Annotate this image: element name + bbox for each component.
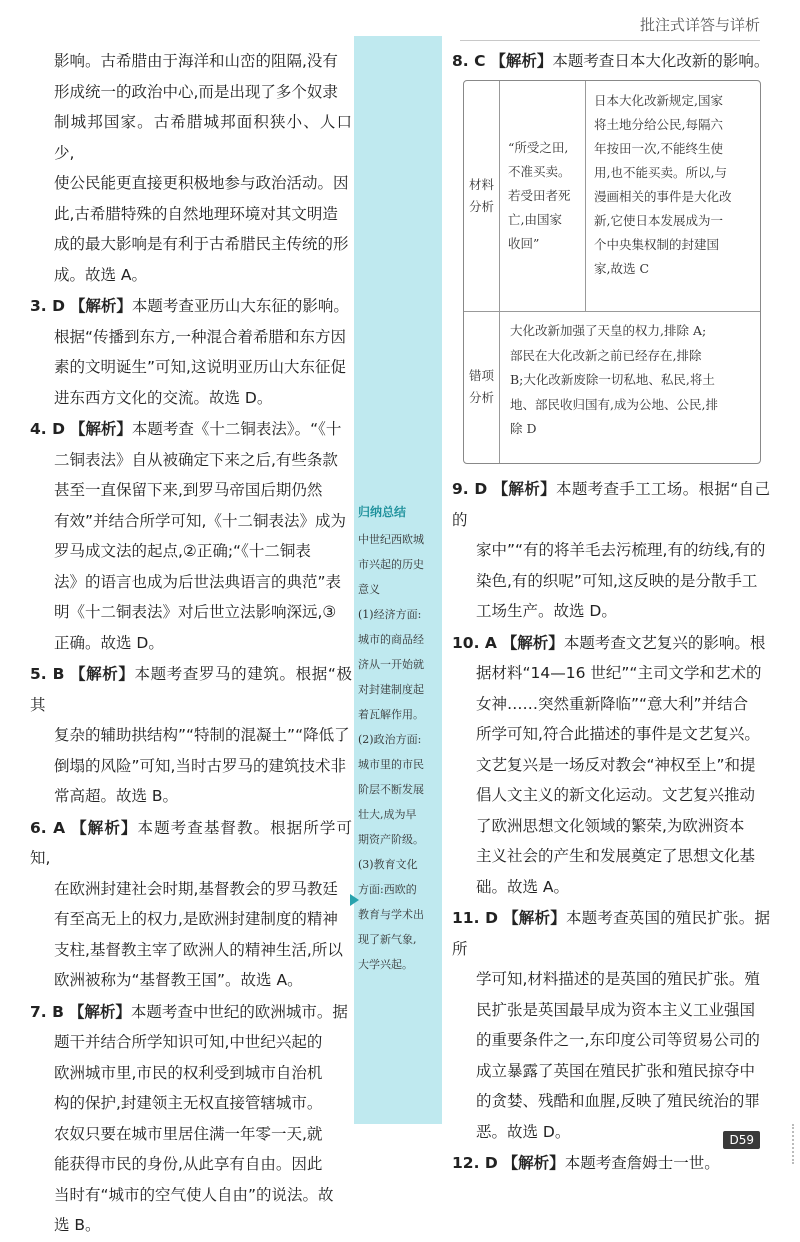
analysis-line: 家,故选 C: [594, 261, 650, 276]
text-line: 素的文明诞生”可知,这说明亚历山大东征促: [54, 358, 346, 376]
answer-2-continued: [30, 46, 352, 290]
analysis-line: 日本大化改新规定,国家: [594, 93, 723, 108]
analysis-tag: 【解析】: [502, 1154, 565, 1172]
text-line: 学可知,材料描述的是英国的殖民扩张。殖: [476, 970, 760, 988]
text-line: 影响。古希腊由于海洋和山峦的阻隔,没有: [54, 52, 338, 70]
text-line: 欧洲城市里,市民的权利受到城市自治机: [54, 1063, 323, 1082]
summary-line: (1)经济方面:: [358, 608, 422, 621]
summary-line: 大学兴起。: [358, 958, 413, 971]
text-line: 本题考查詹姆士一世。: [564, 1154, 720, 1172]
text-line: 有至高无上的权力,是欧洲封建制度的精神: [54, 910, 338, 928]
text-line: 题干并结合所学知识可知,中世纪兴起的: [54, 1033, 323, 1051]
text-line: 本题考查日本大化改新的影响。: [552, 52, 770, 70]
pointer-arrow-icon: [350, 894, 359, 906]
page-number: D59: [723, 1131, 760, 1149]
text-line: 支柱,基督教主宰了欧洲人的精神生活,所以: [54, 940, 343, 959]
analysis-line: 漫画相关的事件是大化改: [594, 189, 732, 204]
text-line: 恶。故选 D。: [476, 1122, 571, 1141]
analysis-table: [463, 80, 761, 464]
text-line: 二铜表法》自从被确定下来之后,有些条款: [54, 450, 338, 469]
table-row-material: [464, 81, 760, 312]
analysis-tag: 【解析】: [71, 818, 138, 837]
right-column: [452, 46, 770, 78]
quote-line: 收回”: [508, 236, 540, 251]
text-line: 在欧洲封建社会时期,基督教会的罗马教廷: [54, 879, 338, 898]
answer-4: [30, 414, 352, 658]
question-number: 8. C: [452, 52, 486, 70]
analysis-tag: 【解析】: [503, 909, 566, 927]
answer-10: [452, 628, 770, 903]
text-line: 欧洲被称为“基督教王国”。故选 A。: [54, 971, 303, 989]
answer-3: [30, 291, 352, 413]
question-number: 4. D: [30, 420, 65, 438]
summary-line: 阶层不断发展: [358, 783, 424, 796]
text-line: 成的最大影响是有利于古希腊民主传统的形: [54, 235, 349, 253]
right-column-lower: [452, 474, 770, 1180]
summary-note: [358, 500, 436, 977]
text-line: 正确。故选 D。: [54, 633, 164, 652]
summary-line: 方面:西欧的: [358, 883, 417, 896]
text-line: 主义社会的产生和发展奠定了思想文化基: [476, 847, 756, 865]
answer-12: [452, 1148, 770, 1179]
errors-line: 地、部民收归国有,成为公地、公民,排: [510, 396, 718, 412]
summary-line: 教育与学术出: [358, 908, 424, 921]
text-line: 罗马成文法的起点,②正确;“《十二铜表: [54, 542, 311, 560]
text-line: 倒塌的风险”可知,当时古罗马的建筑技术非: [54, 756, 346, 775]
question-number: 12. D: [452, 1154, 498, 1172]
text-line: 本题考查罗马的建筑。根据“极其: [30, 665, 352, 714]
text-line: 础。故选 A。: [476, 877, 570, 896]
text-line: 甚至一直保留下来,到罗马帝国后期仍然: [54, 481, 323, 499]
analysis-line: 年按田一次,不能终生使: [594, 141, 723, 156]
summary-line: (2)政治方面:: [358, 733, 422, 746]
errors-line: 除 D: [510, 421, 537, 436]
text-line: 倡人文主义的新文化运动。文艺复兴推动: [476, 786, 756, 804]
text-line: 本题考查文艺复兴的影响。根: [563, 633, 766, 652]
errors-cell: [500, 311, 760, 463]
text-line: 农奴只要在城市里居住满一年零一天,就: [54, 1124, 323, 1143]
text-line: 本题考查基督教。根据所学可知,: [30, 818, 352, 867]
text-line: 构的保护,封建领主无权直接管辖城市。: [54, 1094, 323, 1112]
analysis-tag: 【解析】: [492, 480, 556, 498]
answer-9: [452, 474, 770, 627]
text-line: 工场生产。故选 D。: [476, 602, 617, 620]
text-line: 女神……突然重新降临”“意大利”并结合: [476, 694, 749, 713]
answer-6: [30, 813, 352, 996]
summary-line: 壮大,成为早: [358, 808, 417, 821]
text-line: 根据“传播到东方,一种混合着希腊和东方因: [54, 327, 346, 346]
text-line: 法》的语言也成为后世法典语言的典范”表: [54, 572, 342, 591]
summary-line: 济从一开始就: [358, 658, 424, 671]
question-number: 3. D: [30, 297, 65, 315]
text-line: 家中”“有的将羊毛去污梳理,有的纺线,有的: [476, 541, 766, 559]
analysis-line: 新,它使日本发展成为一: [594, 213, 723, 228]
quote-line: 不准买卖。: [508, 164, 571, 179]
text-line: 成。故选 A。: [54, 265, 148, 284]
analysis-tag: 【解析】: [501, 633, 564, 652]
text-line: 染色,有的织呢”可知,这反映的是分散手工: [476, 571, 758, 590]
summary-line: 意义: [358, 583, 380, 596]
quote-line: “所受之田,: [508, 140, 569, 155]
text-line: 能获得市民的身份,从此享有自由。因此: [54, 1155, 323, 1173]
summary-line: 期资产阶级。: [358, 833, 424, 846]
summary-line: 对封建制度起: [358, 683, 424, 696]
summary-line: 着瓦解作用。: [358, 708, 424, 721]
summary-title: 归纳总结: [358, 505, 407, 519]
text-line: 了欧洲思想文化领域的繁荣,为欧洲资本: [476, 816, 745, 835]
label-line: 分析: [468, 390, 494, 405]
answer-8: [452, 46, 770, 77]
text-line: 有效”并结合所学可知,《十二铜表法》成为: [54, 511, 346, 530]
text-line: 使公民能更直接更积极地参与政治活动。因: [54, 174, 349, 192]
header-rule: [460, 40, 760, 41]
analysis-line: 个中央集权制的封建国: [594, 237, 720, 252]
text-line: 当时有“城市的空气使人自由”的说法。故: [54, 1185, 334, 1204]
row-label: [464, 81, 500, 311]
answer-11: [452, 903, 770, 1147]
text-line: 进东西方文化的交流。故选 D。: [54, 388, 273, 407]
errors-line: B;大化改新废除一切私地、私民,将土: [510, 372, 715, 387]
answer-5: [30, 659, 352, 812]
text-line: 选 B。: [54, 1216, 101, 1234]
summary-line: 中世纪西欧城: [358, 533, 424, 546]
quote-cell: [500, 81, 586, 311]
text-line: 民扩张是英国最早成为资本主义工业强国: [476, 1000, 756, 1019]
question-number: 5. B: [30, 665, 65, 683]
analysis-tag: 【解析】: [490, 52, 553, 70]
text-line: 复杂的辅助拱结构”“特制的混凝土”“降低了: [54, 726, 350, 744]
label-line: 材料: [468, 177, 494, 192]
analysis-line: 用,也不能买卖。所以,与: [594, 165, 727, 180]
edge-dots: [772, 1124, 794, 1164]
answer-7: [30, 997, 352, 1241]
text-line: 的贪婪、残酷和血腥,反映了殖民统治的罪: [476, 1092, 760, 1110]
page-header: 批注式详答与详析: [639, 16, 760, 34]
quote-line: 亡,由国家: [508, 212, 562, 227]
analysis-tag: 【解析】: [69, 420, 132, 438]
summary-line: (3)教育文化: [358, 858, 418, 871]
text-line: 本题考查亚历山大东征的影响。: [131, 297, 349, 315]
text-line: 据材料“14—16 世纪”“主司文学和艺术的: [476, 664, 762, 682]
analysis-tag: 【解析】: [70, 665, 135, 683]
text-line: 形成统一的政治中心,而是出现了多个奴隶: [54, 82, 338, 101]
analysis-cell: [586, 81, 760, 311]
text-line: 本题考查中世纪的欧洲城市。据: [130, 1002, 348, 1021]
summary-line: 城市里的市民: [358, 758, 424, 771]
text-line: 成立暴露了英国在殖民扩张和殖民掠夺中: [476, 1061, 756, 1080]
left-column: [30, 46, 352, 1242]
text-line: 所学可知,符合此描述的事件是文艺复兴。: [476, 725, 760, 743]
text-line: 本题考查英国的殖民扩张。据所: [452, 909, 770, 958]
text-line: 本题考查《十二铜表法》。“《十: [131, 420, 342, 438]
summary-line: 城市的商品经: [358, 633, 424, 646]
question-number: 7. B: [30, 1002, 64, 1021]
errors-line: 部民在大化改新之前已经存在,排除: [510, 347, 702, 363]
analysis-line: 将土地分给公民,每隔六: [594, 117, 723, 132]
text-line: 文艺复兴是一场反对教会“神权至上”和提: [476, 755, 756, 774]
text-line: 本题考查手工工场。根据“自己的: [452, 480, 771, 529]
text-line: 常高超。故选 B。: [54, 787, 179, 805]
text-line: 明《十二铜表法》对后世立法影响深远,③: [54, 603, 337, 621]
errors-line: 大化改新加强了天皇的权力,排除 A;: [510, 323, 707, 338]
row-label: [464, 311, 500, 463]
question-number: 9. D: [452, 480, 488, 498]
question-number: 6. A: [30, 818, 66, 837]
text-line: 制城邦国家。古希腊城邦面积狭小、人口少,: [54, 113, 352, 162]
question-number: 11. D: [452, 909, 498, 927]
summary-line: 现了新气象,: [358, 933, 417, 946]
analysis-tag: 【解析】: [68, 1002, 131, 1021]
analysis-tag: 【解析】: [69, 297, 132, 315]
label-line: 错项: [468, 368, 494, 383]
question-number: 10. A: [452, 633, 497, 652]
text-line: 此,古希腊特殊的自然地理环境对其文明造: [54, 204, 338, 223]
table-row-errors: [464, 311, 760, 463]
text-line: 的重要条件之一,东印度公司等贸易公司的: [476, 1031, 760, 1049]
quote-line: 若受田者死: [508, 188, 571, 203]
label-line: 分析: [468, 199, 494, 214]
summary-line: 市兴起的历史: [358, 558, 424, 571]
